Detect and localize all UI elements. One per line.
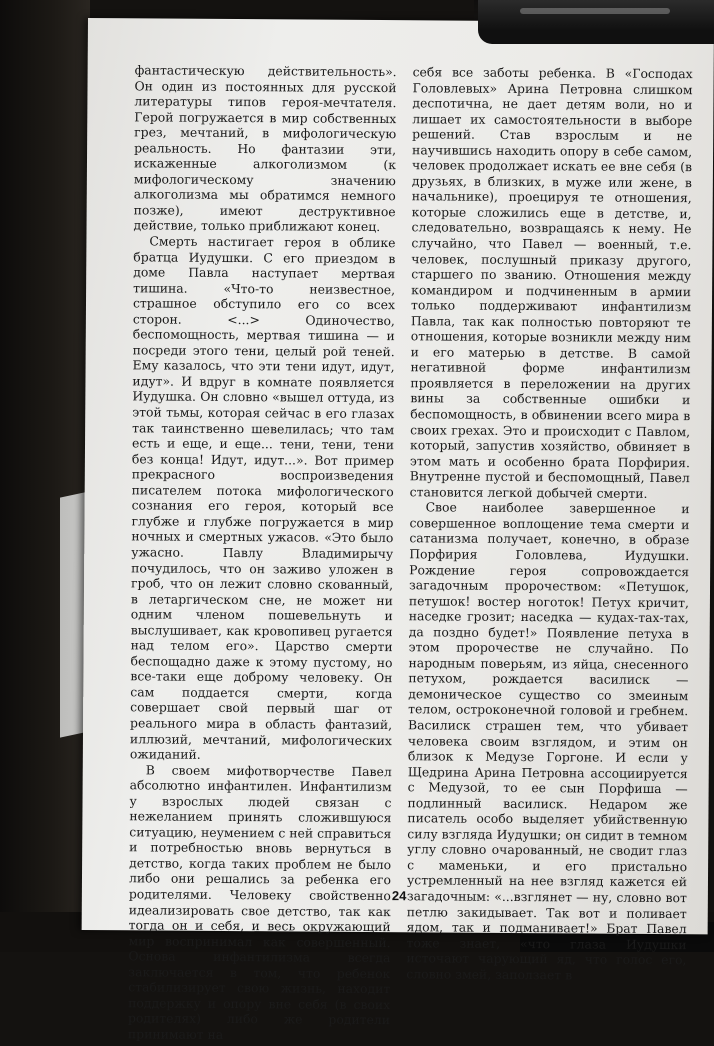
binder-clip-highlight [520, 8, 670, 14]
book-page [82, 18, 714, 1042]
left-column [128, 62, 397, 1043]
right-paragraph-1: себя все заботы ребенка. В «Господах Головлевых» Арина Петровна слишком деспотична, не дает детям воли, но и лишает их самостоятельности в выборе решений. Став взрослым и не научившись находить опору в себе самом, человек продолжает искать ее вне себя (в друзьях, в близких, в муже или жене, в начальнике), проецируя те отношения, которые сложились еще в детстве, и, следовательно, возвращаясь к нему. Не случайно, что Павел — военный, т.е. человек, послушный приказу другого, старшего по званию. Отношения между командиром и подчиненным в армии только поддерживают инфантилизм Павла, так как полностью повторяют те отношения, которые возникли между ним и его матерью в детстве. В самой негативной форме инфантилизм проявляется в переложении на других вины за собственные ошибки и беспомощность, в обвинении всего мира в своих грехах. Это и происходит с Павлом, который, запустив хозяйство, обвиняет в этом мать и особенно брата Порфирия. Внутренне пустой и беспомощный, Павел становится легкой добычей смерти. [409, 64, 693, 501]
binder-clip [478, 0, 714, 44]
dark-background-left [0, 0, 90, 952]
page-number: 24 [391, 888, 407, 904]
left-paragraph-3: В своем мифотворчестве Павел абсолютно инфантилен. Инфантилизм у взрослых людей связан с нежеланием принять сложившуюся ситуацию, неумением с ней справиться и потребностью вновь вернуться в детство, когда таких проблем не было либо они решались за ребенка его родителями. Человеку свойственно идеализировать свое детство, так как тогда он и себя, и весь окружающий мир воспринимал как совершенный. Основа инфантилизма всегда заключается в том, что ребенок стабилизирует свою жизнь, находит поддержку и опору вне себя (в своих родителях) либо же родители принимают на [127, 762, 392, 1042]
right-column [406, 64, 692, 983]
right-paragraph-2: Свое наиболее завершенное и совершенное воплощение тема смерти и сатанизма получает, конечно, в образе Порфирия Головлева, Иудушки. Рождение героя сопровождается загадочным пророчеством: «Петушок, петушок! востер ноготок! Петух кричит, наседке грозит; наседка — кудах-тах-тах, да поздно будет!» Появление петуха в этом пророчестве не случайно. По народным поверьям, из яйца, снесенного петухом, рождается василиск — демоническое существо со змеиным телом, остроконечной головой и гребнем. Василиск страшен тем, что убивает человека своим взглядом, и этим он близок к Медузе Горгоне. И если у Щедрина Арина Петровна ассоциируется с Медузой, то ее сын Порфиша — подлинный василиск. Недаром же писатель особо выделяет убийственную силу взгляда Иудушки; он сидит в темном углу словно очарованный, не сводит глаз с маменьки, и его пристально устремленный на нее взгляд кажется ей загадочным: «...взглянет — ну, словно вот петлю закидывает. Так вот и поливает ядом, так и подманивает!» Брат Павел тоже знает, «что глаза Иудушки источают чарующий яд, что голос его, словно змей, заползает в [406, 499, 690, 983]
left-paragraph-1: фантастическую действительность». Он один из постоянных для русской литературы типов героя-мечтателя. Герой погружается в мир собственных грез, мечтаний, в мифологическую реальность. Но фантазии эти, искаженные алкоголизмом (к мифологическому значению алкоголизма мы обратимся немного позже), имеют деструктивное действие, только приближают конец. [133, 62, 397, 235]
left-paragraph-2: Смерть настигает героя в облике братца Иудушки. С его приездом в доме Павла наступает мертвая тишина. «Что-то неизвестное, страшное обступило его со всех сторон. <...> Одиночество, беспомощность, мертвая тишина — и посреди этого тени, целый рой теней. Ему казалось, что эти тени идут, идут, идут». И вдруг в комнате появляется Иудушка. Он словно «вышел оттуда, из этой тьмы, которая сейчас в его глазах так таинственно шевелилась; что там есть и еще, и еще... тени, тени, тени без конца! Идут, идут...». Вот пример прекрасного воспроизведения писателем потока мифологического сознания его героя, который все глубже и глубже погружается в мир ночных и смертных ужасов. «Это было ужасно. Павлу Владимирычу почудилось, что он заживо уложен в гроб, что он лежит словно скованный, в летаргическом сне, не может ни одним членом пошевельнуть и выслушивает, как кровопивец ругается над телом его». Царство смерти беспощадно даже к этому пустому, но все-таки еще доброму человеку. Он сам поддается смерти, когда совершает свой первый шаг от реального мира в область фантазий, иллюзий, мечтаний, мифологических ожиданий. [129, 233, 396, 762]
